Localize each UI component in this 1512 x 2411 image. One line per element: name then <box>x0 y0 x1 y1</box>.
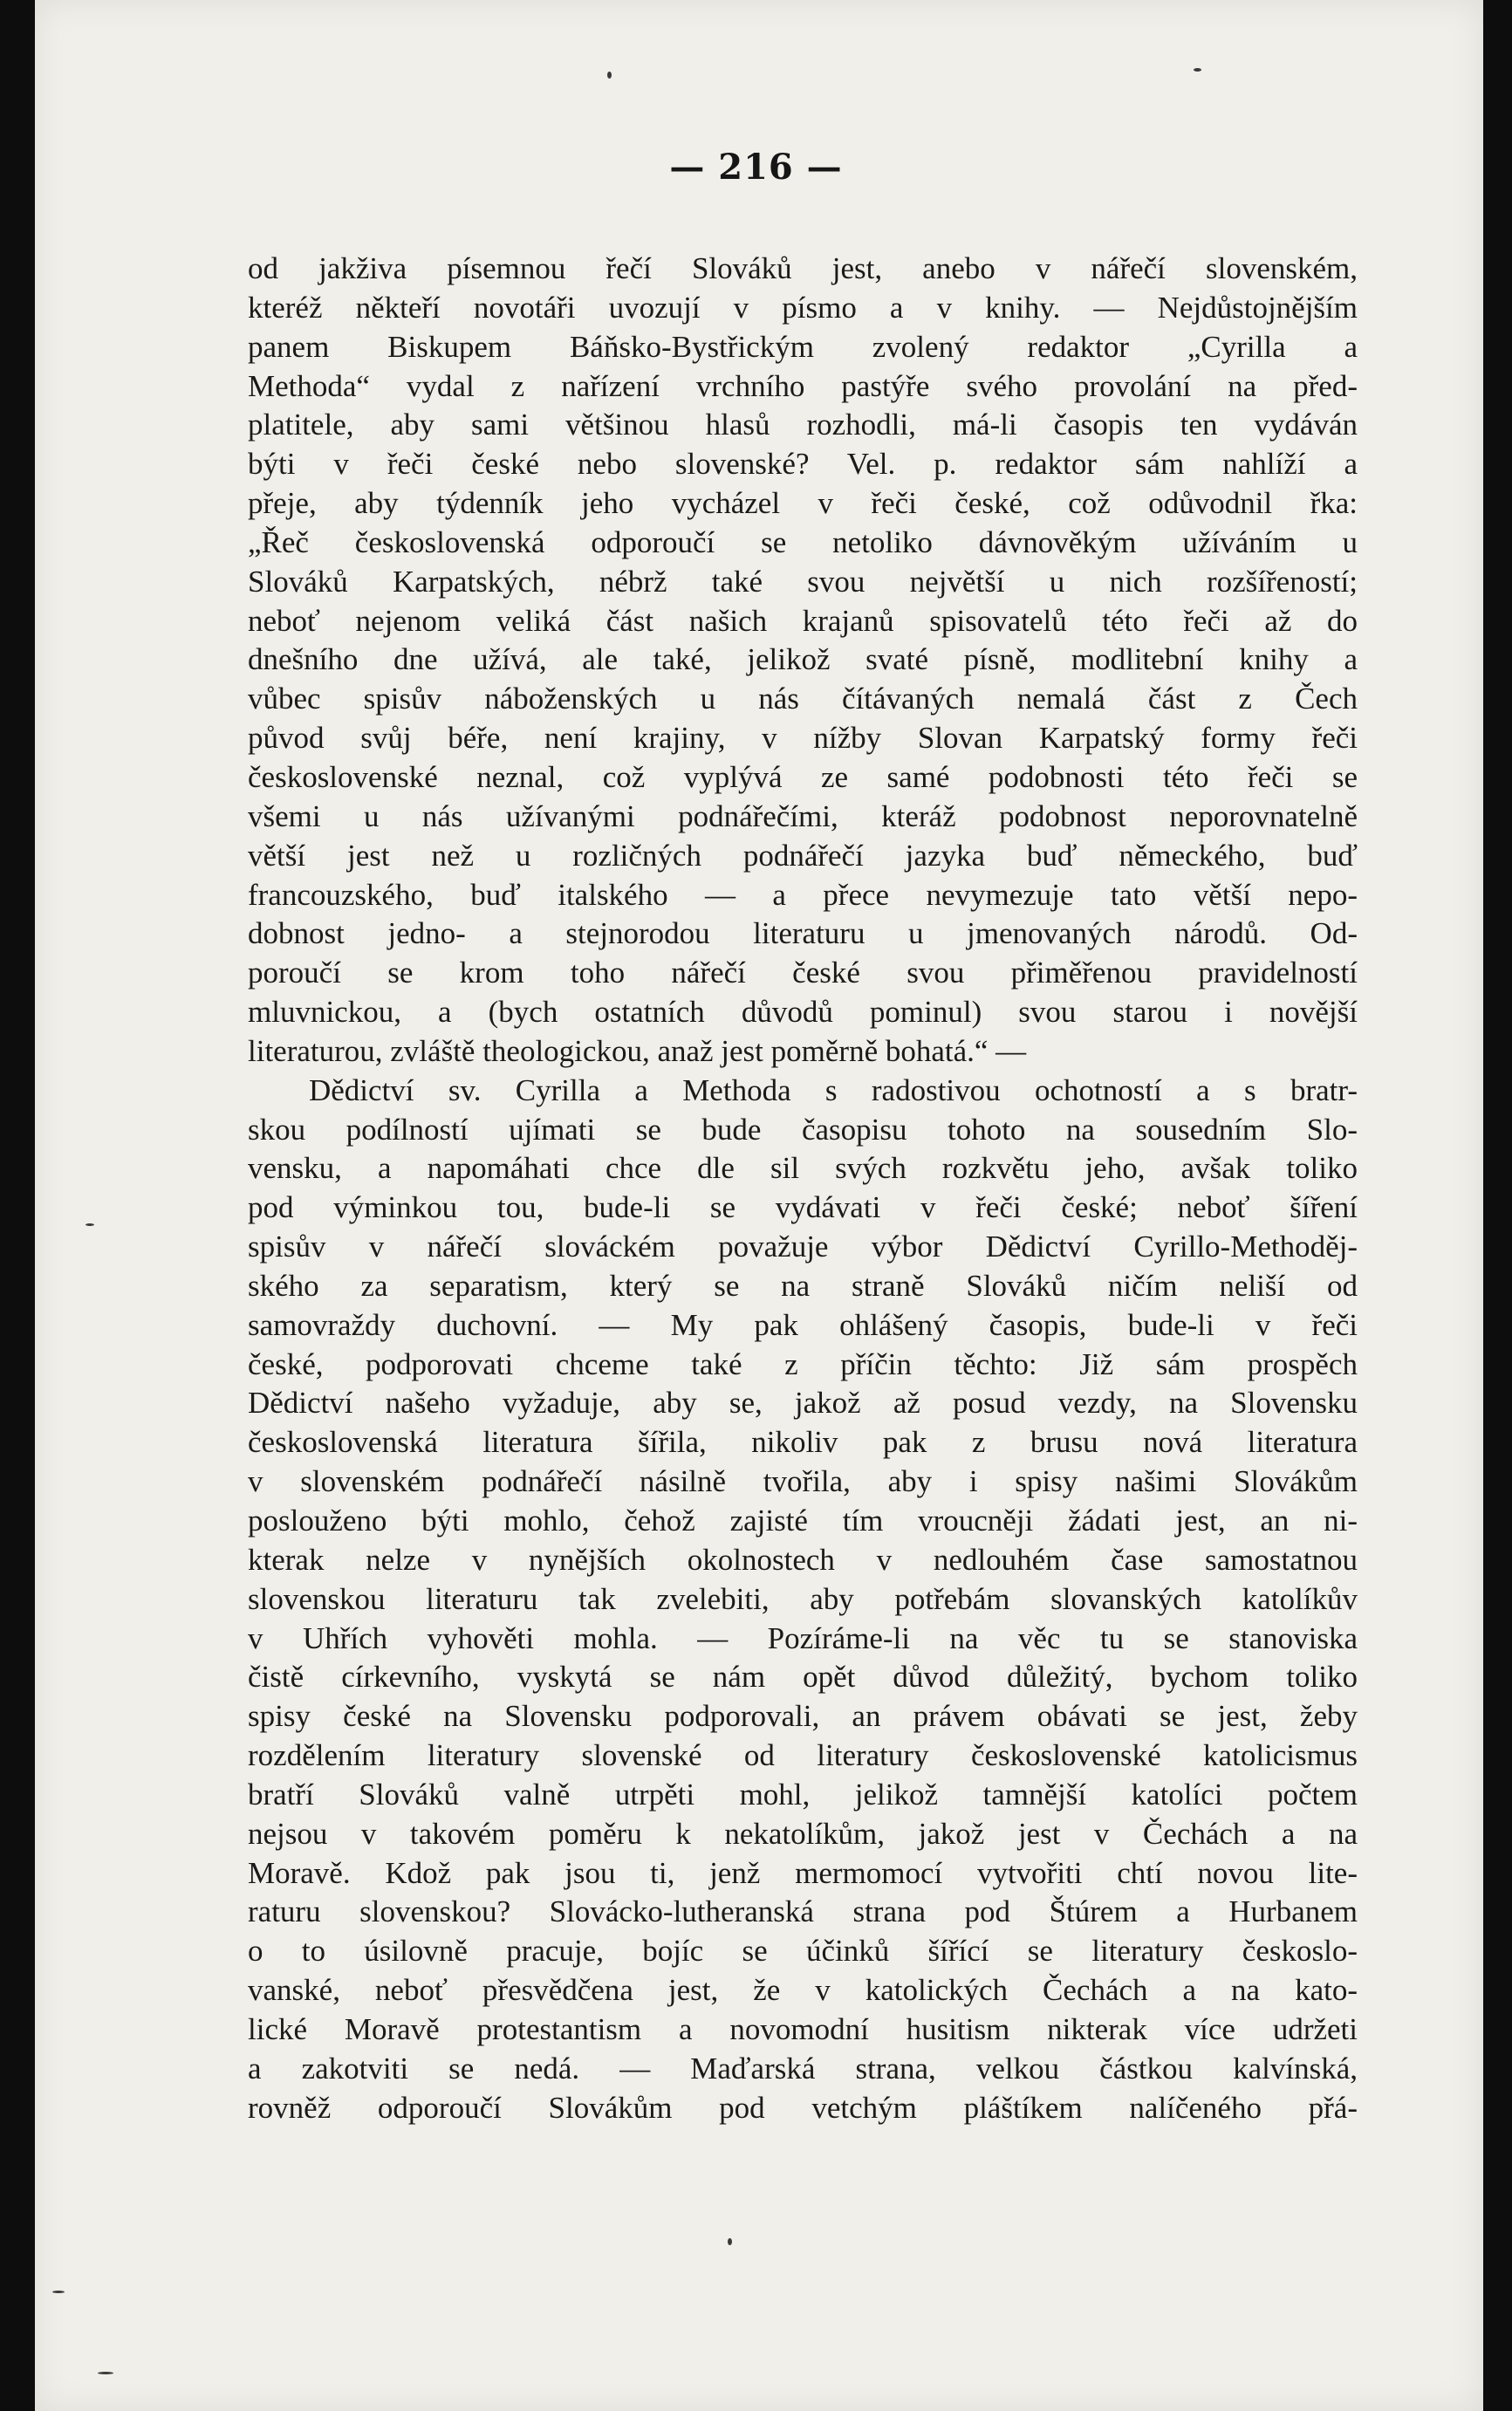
text-line: rovněž odporoučí Slovákům pod vetchým pláštíkem nalíčeného přá- <box>248 2090 1358 2125</box>
text-line: čistě církevního, vyskytá se nám opět důvod důležitý, bychom toliko <box>248 1660 1358 1695</box>
text-line: spisův v nářečí slováckém považuje výbor Dědictví Cyrillo-Methoděj- <box>248 1229 1358 1264</box>
text-line: literaturou, zvláště theologickou, anaž jest poměrně bohatá.“ — <box>248 1033 1027 1068</box>
text-line: platitele, aby sami většinou hlasů rozhodli, má-li časopis ten vydáván <box>248 408 1358 442</box>
text-line: bratří Slováků valně utrpěti mohl, jelikož tamnější katolíci počtem <box>248 1777 1358 1812</box>
text-line: vensku, a napomáhati chce dle sil svých rozkvětu jeho, avšak toliko <box>248 1151 1358 1186</box>
text-line: od jakživa písemnou řečí Slováků jest, anebo v nářečí slovenském, <box>248 251 1358 285</box>
ink-speck <box>1194 68 1201 72</box>
ink-speck <box>728 2238 732 2245</box>
text-line: kteréž někteří novotáři uvozují v písmo a v knihy. — Nejdůstojnějším <box>248 290 1358 325</box>
text-line: Methoda“ vydal z nařízení vrchního pastýře svého provolání na před- <box>248 368 1358 403</box>
text-line: československá literatura šířila, nikoliv pak z brusu nová literatura <box>248 1425 1358 1460</box>
text-line: poroučí se krom toho nářečí české svou přiměřenou pravidelností <box>248 955 1358 990</box>
text-line: československé neznal, což vyplývá ze samé podobnosti této řeči se <box>248 759 1358 794</box>
text-line: původ svůj béře, není krajiny, v nížby Slovan Karpatský formy řeči <box>248 721 1358 756</box>
text-line: ského za separatism, který se na straně Slováků ničím neliší od <box>248 1268 1358 1303</box>
text-line: v Uhřích vyhověti mohla. — Pozíráme-li na věc tu se stanoviska <box>248 1620 1358 1655</box>
text-line: dobnost jedno- a stejnorodou literaturu u jmenovaných národů. Od- <box>248 916 1358 951</box>
text-line: mluvnickou, a (bych ostatních důvodů pominul) svou starou i novější <box>248 995 1358 1030</box>
ink-speck <box>607 72 612 79</box>
text-line: všemi u nás užívanými podnářečími, kteráž podobnost neporovnatelně <box>248 798 1358 833</box>
paragraph-1 <box>248 250 1358 1072</box>
text-line: přeje, aby týdenník jeho vycházel v řeči české, což odůvodnil řka: <box>248 486 1358 521</box>
ink-speck <box>86 1223 94 1226</box>
text-line: slovenskou literaturu tak zvelebiti, aby potřebám slovanských katolíkův <box>248 1581 1358 1616</box>
paragraph-2 <box>248 1072 1358 2128</box>
text-line: Slováků Karpatských, nébrž také svou největší u nich rozšířeností; <box>248 564 1358 599</box>
text-line: neboť nejenom veliká část našich krajanů spisovatelů této řeči až do <box>248 603 1358 638</box>
text-line: Moravě. Kdož pak jsou ti, jenž mermomocí vytvořiti chtí novou lite- <box>248 1855 1358 1890</box>
text-line: raturu slovenskou? Slovácko-lutheranská strana pod Štúrem a Hurbanem <box>248 1894 1358 1929</box>
text-line: samovraždy duchovní. — My pak ohlášený časopis, bude-li v řeči <box>248 1307 1358 1342</box>
text-line: a zakotviti se nedá. — Maďarská strana, velkou částkou kalvínská, <box>248 2051 1358 2086</box>
text-line: panem Biskupem Báňsko-Bystřickým zvolený redaktor „Cyrilla a <box>248 329 1358 364</box>
body-text <box>248 250 1358 2128</box>
text-line: Dědictví našeho vyžaduje, aby se, jakož až posud vezdy, na Slovensku <box>248 1386 1358 1421</box>
text-line: Dědictví sv. Cyrilla a Methoda s radostivou ochotností a s bratr- <box>309 1072 1358 1107</box>
ink-speck <box>98 2372 113 2374</box>
text-line: dnešního dne užívá, ale také, jelikož svaté písně, modlitební knihy a <box>248 642 1358 677</box>
text-line: „Řeč československá odporoučí se netoliko dávnověkým užíváním u <box>248 524 1358 559</box>
text-line: větší jest než u rozličných podnářečí jazyka buď německého, buď <box>248 838 1358 873</box>
text-line: nejsou v takovém poměru k nekatolíkům, jakož jest v Čechách a na <box>248 1816 1358 1851</box>
text-line: francouzského, buď italského — a přece nevymezuje tato větší nepo- <box>248 877 1358 912</box>
text-line: kterak nelze v nynějších okolnostech v nedlouhém čase samostatnou <box>248 1542 1358 1577</box>
text-line: české, podporovati chceme také z příčin těchto: Již sám prospěch <box>248 1346 1358 1381</box>
text-line: o to úsilovně pracuje, bojíc se účinků šířící se literatury českoslo- <box>248 1934 1358 1969</box>
text-line: v slovenském podnářečí násilně tvořila, aby i spisy našimi Slovákům <box>248 1464 1358 1499</box>
ink-speck <box>52 2291 65 2293</box>
text-line: vůbec spisův náboženských u nás čítávaných nemalá část z Čech <box>248 682 1358 716</box>
text-line: vanské, neboť přesvědčena jest, že v katolických Čechách a na kato- <box>248 1973 1358 2008</box>
text-line: lické Moravě protestantism a novomodní husitism nikterak více udržeti <box>248 2011 1358 2046</box>
text-line: spisy české na Slovensku podporovali, an právem obávati se jest, žeby <box>248 1699 1358 1734</box>
text-line: rozdělením literatury slovenské od literatury československé katolicismus <box>248 1738 1358 1773</box>
page-number: — 216 — <box>669 147 843 188</box>
text-line: pod výminkou tou, bude-li se vydávati v řeči české; neboť šíření <box>248 1190 1358 1225</box>
text-line: býti v řeči české nebo slovenské? Vel. p. redaktor sám nahlíží a <box>248 447 1358 482</box>
text-line: poslouženo býti mohlo, čehož zajisté tím vroucněji žádati jest, an ni- <box>248 1503 1358 1538</box>
text-line: skou podílností ujímati se bude časopisu tohoto na sousedním Slo- <box>248 1112 1358 1147</box>
